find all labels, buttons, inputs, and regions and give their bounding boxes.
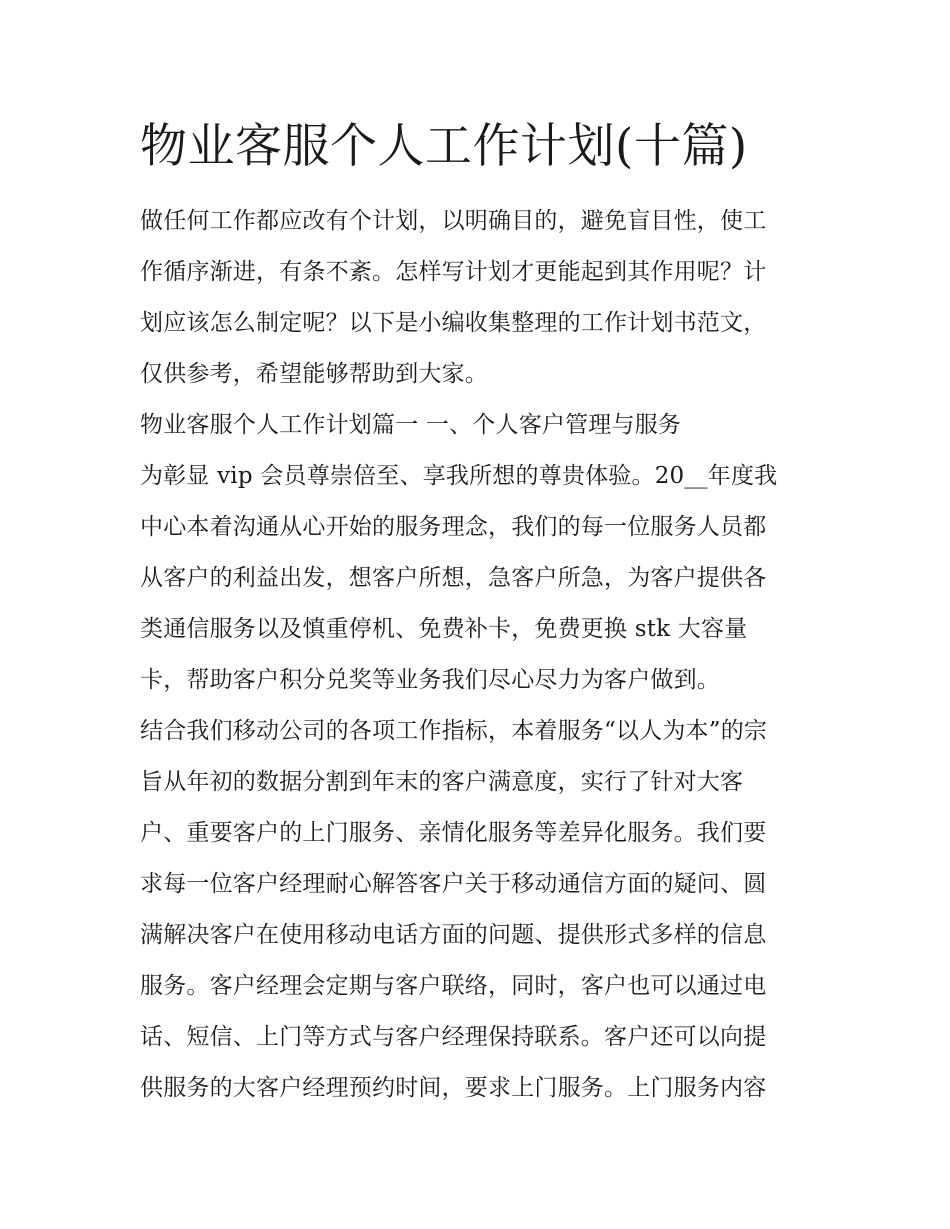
text-line: 服务。客户经理会定期与客户联络，同时，客户也可以通过电 xyxy=(140,973,767,999)
text-line: 供服务的大客户经理预约时间，要求上门服务。上门服务内容 xyxy=(140,1075,767,1101)
text-line: 卡，帮助客户积分兑奖等业务我们尽心尽力为客户做到。 xyxy=(140,667,720,693)
text-line: 类通信服务以及慎重停机、免费补卡，免费更换 stk 大容量 xyxy=(140,616,748,642)
text-line: 求每一位客户经理耐心解答客户关于移动通信方面的疑问、圆 xyxy=(140,871,767,897)
text-line: 中心本着沟通从心开始的服务理念，我们的每一位服务人员都 xyxy=(140,514,767,540)
text-line: 从客户的利益出发，想客户所想，急客户所急，为客户提供各 xyxy=(140,565,767,591)
text-line: 作循序渐进，有条不紊。怎样写计划才更能起到其作用呢？计 xyxy=(140,259,767,285)
text-line: 旨从年初的数据分割到年末的客户满意度，实行了针对大客 xyxy=(140,769,744,795)
text-line: 户、重要客户的上门服务、亲情化服务等差异化服务。我们要 xyxy=(140,820,767,846)
text-line: 为彰显 vip 会员尊崇倍至、享我所想的尊贵体验。20__年度我 xyxy=(140,463,778,489)
text-line: 做任何工作都应改有个计划，以明确目的，避免盲目性，使工 xyxy=(140,208,767,234)
text-line: 满解决客户在使用移动电话方面的问题、提供形式多样的信息 xyxy=(140,922,767,948)
text-line: 仅供参考，希望能够帮助到大家。 xyxy=(140,361,488,387)
document-title: 物业客服个人工作计划(十篇) xyxy=(140,119,748,174)
section-heading-line: 物业客服个人工作计划篇一 一、个人客户管理与服务 xyxy=(140,412,682,438)
text-line: 划应该怎么制定呢？以下是小编收集整理的工作计划书范文， xyxy=(140,310,767,336)
text-line: 话、短信、上门等方式与客户经理保持联系。客户还可以向提 xyxy=(140,1024,767,1050)
text-line: 结合我们移动公司的各项工作指标，本着服务“以人为本”的宗 xyxy=(140,718,768,744)
document-body xyxy=(140,196,820,1114)
